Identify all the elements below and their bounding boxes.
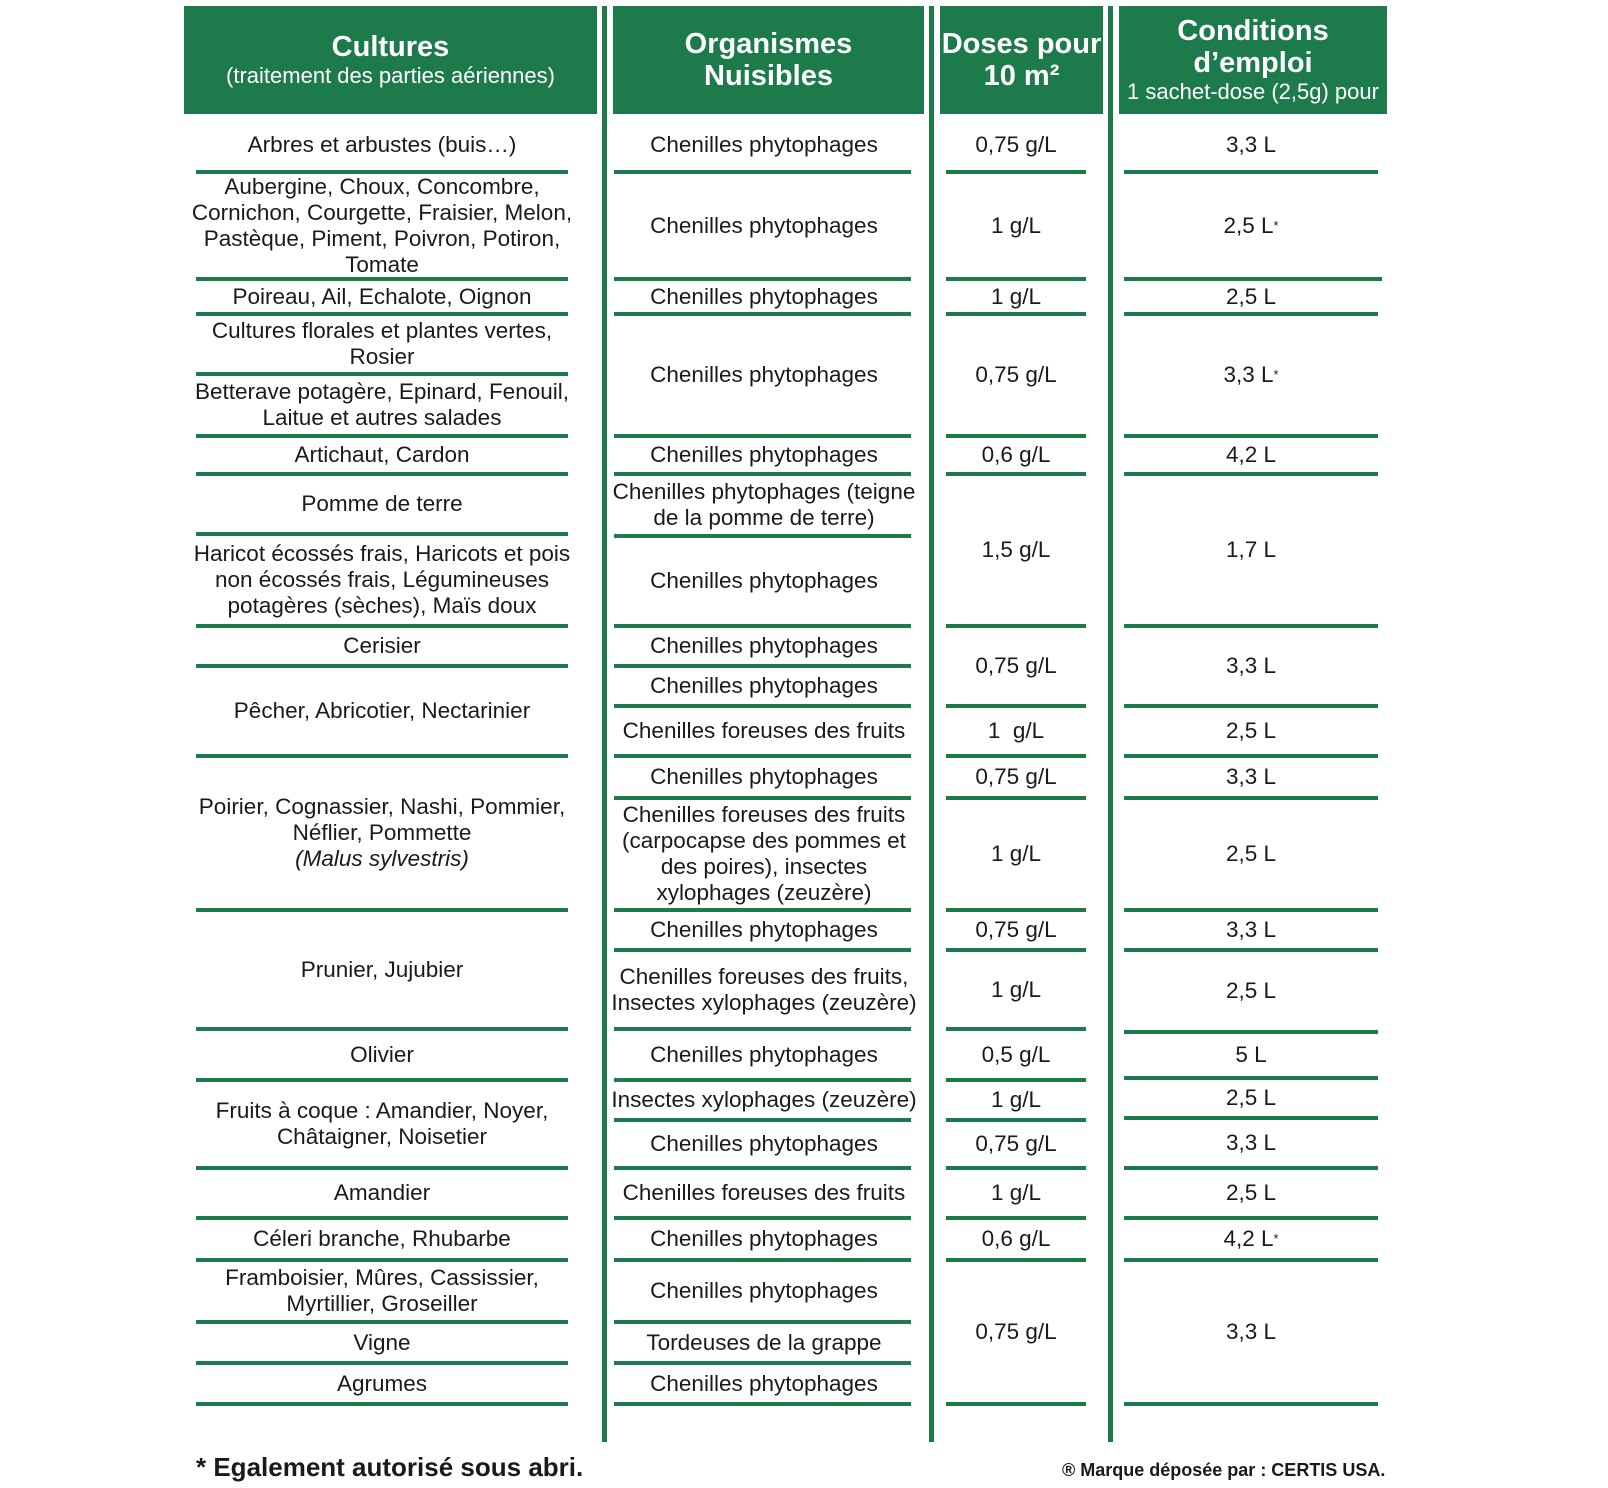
- condition-cell: 3,3 L: [1225, 653, 1277, 678]
- culture-cell: Cultures florales et plantes vertes, Rosier: [211, 318, 553, 369]
- organisme-cell: Chenilles phytophages: [650, 1370, 878, 1396]
- footnote: * Egalement autorisé sous abri.: [196, 1452, 584, 1482]
- dose-cell: 0,75 g/L: [975, 1131, 1057, 1156]
- organisme-cell: Chenilles phytophages: [650, 212, 878, 238]
- culture-cell: Pomme de terre: [301, 491, 463, 516]
- dose-cell: 1 g/L: [990, 212, 1042, 238]
- column-divider: [1108, 6, 1113, 1442]
- row-divider: [946, 1402, 1086, 1406]
- organisme-cell: Insectes xylophages (zeuzère): [611, 1087, 917, 1112]
- organisme-cell: Chenilles phytophages: [650, 1226, 878, 1251]
- dose-cell: 1,5 g/L: [981, 537, 1051, 562]
- condition-cell: 2,5 L *: [1223, 212, 1279, 238]
- condition-cell: 3,3 L: [1225, 1319, 1277, 1344]
- header-cultures-title: Cultures: [331, 31, 450, 63]
- culture-cell: Agrumes: [336, 1370, 428, 1396]
- row-divider: [614, 1402, 911, 1406]
- header-conditions: [1119, 6, 1387, 114]
- dose-cell: 1 g/L: [990, 841, 1042, 866]
- culture-cell: Amandier: [333, 1180, 431, 1205]
- culture-text: Poirier, Cognassier, Nashi, Pommier, Néflier, Pommette: [198, 794, 566, 845]
- column-divider: [602, 6, 607, 1442]
- organisme-cell: Chenilles phytophages: [650, 1041, 878, 1067]
- organisme-cell: Chenilles phytophages: [650, 362, 878, 387]
- column-divider: [929, 6, 934, 1442]
- dose-cell: 1 g/L: [990, 976, 1042, 1002]
- organisme-cell: Chenilles phytophages: [650, 633, 878, 658]
- culture-cell: Pêcher, Abricotier, Nectarinier: [233, 698, 531, 723]
- culture-cell: [184, 758, 580, 908]
- condition-cell: 2,5 L: [1225, 718, 1277, 743]
- culture-cell: Céleri branche, Rhubarbe: [253, 1226, 511, 1251]
- culture-cell: Arbres et arbustes (buis…): [247, 132, 517, 157]
- header-conditions-subtitle: 1 sachet-dose (2,5g) pour: [1127, 79, 1379, 104]
- organisme-cell: Chenilles foreuses des fruits, Insectes xylophages (zeuzère): [611, 963, 917, 1015]
- header-organismes-title: Organismes Nuisibles: [684, 28, 853, 92]
- culture-cell: Cerisier: [343, 633, 421, 658]
- header-doses-title: Doses pour 10 m²: [941, 28, 1102, 92]
- dose-cell: 0,6 g/L: [981, 442, 1051, 467]
- condition-cell: 2,5 L: [1225, 283, 1277, 309]
- culture-cell: Fruits à coque : Amandier, Noyer, Châtaigner, Noisetier: [215, 1098, 549, 1149]
- condition-cell: 3,3 L: [1225, 764, 1277, 789]
- dose-cell: 0,6 g/L: [981, 1226, 1051, 1251]
- header-doses: [940, 6, 1103, 114]
- culture-cell: Poireau, Ail, Echalote, Oignon: [232, 283, 532, 309]
- organisme-cell: Tordeuses de la grappe: [646, 1329, 882, 1355]
- organisme-cell: Chenilles phytophages: [650, 132, 878, 157]
- organisme-cell: Chenilles phytophages: [650, 1131, 878, 1156]
- header-conditions-title: Conditions d’emploi: [1177, 15, 1329, 79]
- dose-cell: 0,75 g/L: [975, 132, 1057, 157]
- organisme-cell: Chenilles phytophages: [650, 442, 878, 467]
- condition-cell: 2,5 L: [1225, 1085, 1277, 1110]
- organisme-cell: Chenilles phytophages: [650, 283, 878, 309]
- organisme-cell: Chenilles foreuses des fruits: [622, 718, 906, 743]
- dose-cell: 0,75 g/L: [975, 362, 1057, 387]
- dose-cell: 0,75 g/L: [975, 1319, 1057, 1344]
- dose-cell: 0,75 g/L: [975, 764, 1057, 789]
- condition-value: 3,3 L: [1223, 362, 1274, 387]
- culture-cell: Haricot écossés frais, Haricots et pois non écossés frais, Légumineuses potagères (sèches), Maïs doux: [193, 541, 571, 618]
- organisme-cell: Chenilles foreuses des fruits (carpocapse des pommes et des poires), insectes xylophages (zeuzère): [622, 802, 906, 905]
- organisme-cell: Chenilles phytophages: [650, 1278, 878, 1303]
- dose-cell: 0,75 g/L: [975, 917, 1057, 942]
- condition-cell: 3,3 L *: [1223, 362, 1279, 387]
- condition-cell: 2,5 L: [1225, 841, 1277, 866]
- culture-cell: Prunier, Jujubier: [300, 956, 464, 982]
- organisme-cell: Chenilles phytophages (teigne de la pomme de terre): [612, 479, 916, 530]
- culture-cell: Betterave potagère, Epinard, Fenouil, Laitue et autres salades: [195, 379, 569, 430]
- organisme-cell: Chenilles phytophages: [650, 568, 878, 593]
- condition-cell: 3,3 L: [1225, 132, 1277, 157]
- culture-italic: (Malus sylvestris): [295, 846, 469, 871]
- organisme-cell: Chenilles phytophages: [650, 764, 878, 789]
- dose-cell: 1 g/L: [990, 1087, 1042, 1112]
- row-divider: [196, 1402, 568, 1406]
- dose-cell: 0,75 g/L: [975, 653, 1057, 678]
- condition-cell: 1,7 L: [1225, 537, 1277, 562]
- header-cultures: [184, 6, 597, 114]
- trademark-note: ® Marque déposée par : CERTIS USA.: [1062, 1460, 1386, 1480]
- organisme-cell: Chenilles phytophages: [650, 673, 878, 698]
- dose-cell: 1 g/L: [987, 718, 1045, 743]
- header-cultures-subtitle: (traitement des parties aériennes): [226, 63, 555, 88]
- condition-cell: 5 L: [1235, 1042, 1267, 1067]
- culture-cell: Olivier: [350, 1041, 414, 1067]
- dose-cell: 0,5 g/L: [981, 1041, 1051, 1067]
- culture-cell: Vigne: [353, 1329, 411, 1355]
- condition-cell: 4,2 L: [1225, 442, 1277, 467]
- condition-value: 4,2 L: [1223, 1226, 1274, 1251]
- condition-cell: 3,3 L: [1225, 1130, 1277, 1155]
- organisme-cell: Chenilles foreuses des fruits: [622, 1180, 906, 1205]
- culture-cell: Aubergine, Choux, Concombre, Cornichon, Courgette, Fraisier, Melon, Pastèque, Piment, Poivron, Potiron, Tomate: [191, 173, 573, 277]
- condition-cell: 4,2 L *: [1223, 1226, 1279, 1251]
- culture-cell: Framboisier, Mûres, Cassissier, Myrtillier, Groseiller: [225, 1265, 539, 1316]
- condition-cell: 3,3 L: [1225, 917, 1277, 942]
- header-organismes: [613, 6, 924, 114]
- organisme-cell: Chenilles phytophages: [650, 917, 878, 942]
- row-divider: [1124, 1402, 1378, 1406]
- dose-cell: 1 g/L: [990, 1180, 1042, 1205]
- culture-cell: Artichaut, Cardon: [294, 442, 470, 467]
- condition-cell: 2,5 L: [1225, 978, 1277, 1003]
- condition-value: 2,5 L: [1223, 212, 1274, 238]
- dose-cell: 1 g/L: [990, 283, 1042, 309]
- condition-cell: 2,5 L: [1225, 1180, 1277, 1205]
